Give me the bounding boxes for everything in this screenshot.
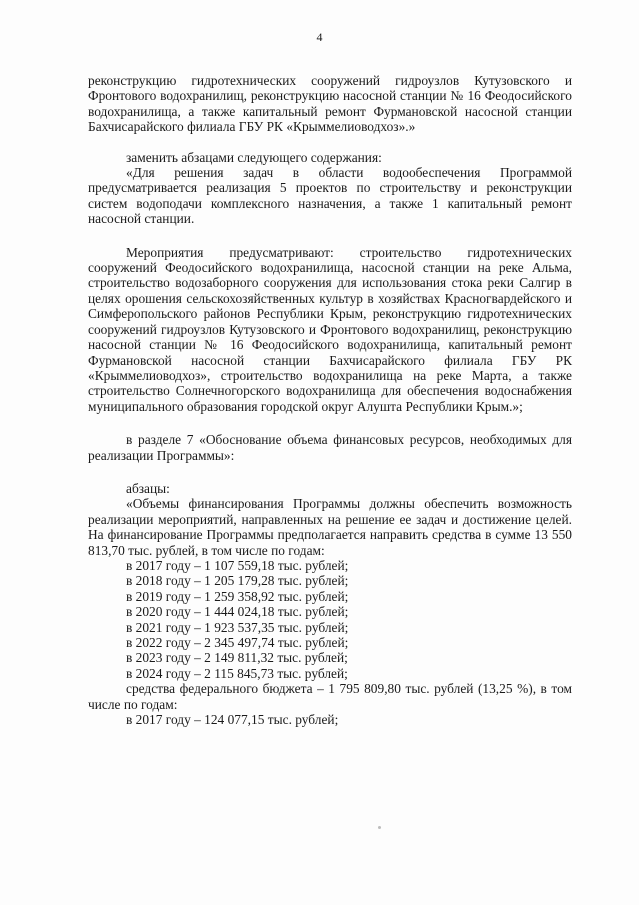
federal-years-list <box>88 712 572 727</box>
paragraph-abzacy: абзацы: <box>126 480 170 496</box>
paragraph-continuation: реконструкцию гидротехнических сооружений гидроузлов Кутузовского и Фронтового водохранилищ, реконструкцию насосной станции № 16 Феодосийского водохранилища, а также капитальный ремонт Фурмановской насосной станции Бахчисарайского филиала ГБУ РК «Крыммелиоводхоз».» <box>88 73 572 135</box>
paragraph-water-supply-tasks: «Для решения задач в области водообеспечения Программой предусматривается реализация 5 проектов по строительству и реконструкции систем водоподачи комплексного назначения, а также 1 капитальный ремонт насосной станции. <box>88 165 572 227</box>
paragraph-replace-instruction: заменить абзацами следующего содержания: <box>126 149 382 165</box>
list-item-2021: в 2021 году – 1 923 537,35 тыс. рублей; <box>126 619 349 635</box>
list-item-2023: в 2023 году – 2 149 811,32 тыс. рублей; <box>126 650 348 666</box>
list-item-2024: в 2024 году – 2 115 845,73 тыс. рублей; <box>126 665 348 681</box>
scan-artifact <box>378 826 381 829</box>
document-body <box>88 73 572 727</box>
paragraph-section-7: в разделе 7 «Обоснование объема финансовых ресурсов, необходимых для реализации Программы»: <box>88 432 572 463</box>
list-item-2017: в 2017 году – 1 107 559,18 тыс. рублей; <box>126 557 349 573</box>
list-item-2019: в 2019 году – 1 259 358,92 тыс. рублей; <box>126 588 349 604</box>
list-item-2020: в 2020 году – 1 444 024,18 тыс. рублей; <box>126 604 349 620</box>
list-item-2018: в 2018 году – 1 205 179,28 тыс. рублей; <box>126 573 349 589</box>
paragraph-measures: Мероприятия предусматривают: строительство гидротехнических сооружений Феодосийского водохранилища, насосной станции на реке Альма, строительство водозаборного сооружения для использования стока реки Салгир в целях орошения сельскохозяйственных культур в хозяйствах Красногвардейского и Симферопольского районов Республики Крым, реконструкцию гидротехнических сооружений гидроузлов Кутузовского и Фронтового водохранилищ, реконструкцию насосной станции № 16 Феодосийского водохранилища, капитальный ремонт Фурмановской насосной станции Бахчисарайского филиала ГБУ РК «Крыммелиоводхоз», строительство водохранилища на реке Марта, а также строительство Солнечногорского водохранилища для обеспечения водоснабжения муниципального образования городской округ Алушта Республики Крым.»; <box>88 244 572 414</box>
paragraph-federal-budget: средства федерального бюджета – 1 795 809,80 тыс. рублей (13,25 %), в том числе по годам: <box>88 681 572 712</box>
paragraph-financing-volume: «Объемы финансирования Программы должны обеспечить возможность реализации мероприятий, направленных на решение ее задач и достижение целей. На финансирование Программы предполагается направить средства в сумме 13 550 813,70 тыс. рублей, в том числе по годам: <box>88 496 572 558</box>
federal-list-item-2017: в 2017 году – 124 077,15 тыс. рублей; <box>126 712 339 728</box>
page-number: 4 <box>316 30 323 44</box>
yearly-totals-list <box>88 558 572 681</box>
list-item-2022: в 2022 году – 2 345 497,74 тыс. рублей; <box>126 635 349 650</box>
